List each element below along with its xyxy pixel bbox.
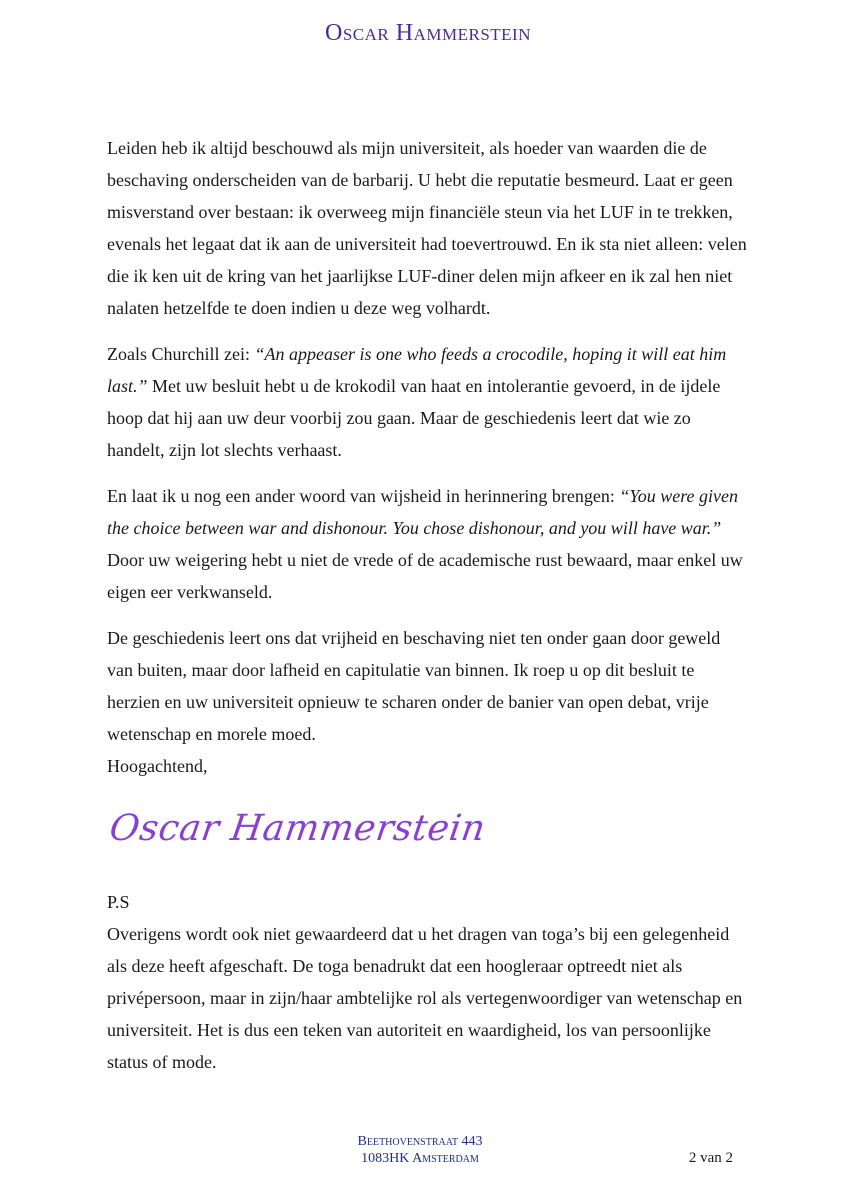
letterhead-title: Oscar Hammerstein xyxy=(325,20,531,46)
paragraph-3-intro: En laat ik u nog een ander woord van wijsheid in herinnering brengen: xyxy=(107,486,620,506)
page-number: 2 van 2 xyxy=(688,1150,733,1166)
churchill-quote-2: “You were given the choice between war and dishonour. You chose dishonour, and you will have war.” xyxy=(107,486,739,538)
address-city: 1083HK Amsterdam xyxy=(361,1151,479,1166)
letter-body xyxy=(107,132,747,764)
churchill-quote-1: “An appeaser is one who feeds a crocodile, hoping it will eat him last.” xyxy=(107,344,727,396)
paragraph-4: De geschiedenis leert ons dat vrijheid en beschaving niet ten onder gaan door geweld van buiten, maar door lafheid en capitulatie van binnen. Ik roep u op dit besluit te herzien en uw universiteit opnieuw te scharen onder de banier van open debat, vrije wetenschap en morele moed. xyxy=(107,628,721,744)
postscript xyxy=(107,886,747,1078)
postscript-label: P.S xyxy=(107,892,130,912)
signature: Oscar Hammerstein xyxy=(107,808,489,849)
paragraph-2-rest: Met uw besluit hebt u de krokodil van haat en intolerantie gevoerd, in de ijdele hoop dat hij aan uw deur voorbij zou gaan. Maar de geschiedenis leert dat wie zo handelt, zijn lot slechts verhaast. xyxy=(107,376,721,460)
paragraph-2 xyxy=(107,338,747,466)
paragraph-3 xyxy=(107,480,747,608)
paragraph-1: Leiden heb ik altijd beschouwd als mijn universiteit, als hoeder van waarden die de beschaving onderscheiden van de barbarij. U hebt die reputatie besmeurd. Laat er geen misverstand over bestaan: ik overweeg mijn financiële steun via het LUF in te trekken, evenals het legaat dat ik aan de universiteit had toevertrouwd. En ik sta niet alleen: velen die ik ken uit de kring van het jaarlijkse LUF-diner delen mijn afkeer en ik zal hen niet nalaten hetzelfde te doen indien u deze weg volhardt. xyxy=(107,138,747,318)
closing-salutation: Hoogachtend, xyxy=(107,756,208,776)
paragraph-2-intro: Zoals Churchill zei: xyxy=(107,344,255,364)
postscript-text: Overigens wordt ook niet gewaardeerd dat u het dragen van toga’s bij een gelegenheid als deze heeft afgeschaft. De toga benadrukt dat een hoogleraar optreedt niet als privépersoon, maar in zijn/haar ambtelijke rol als vertegenwoordiger van wetenschap en universiteit. Het is dus een teken van autoriteit en waardigheid, los van persoonlijke status of mode. xyxy=(107,924,743,1072)
paragraph-3-rest: Door uw weigering hebt u niet de vrede of de academische rust bewaard, maar enkel uw eigen eer verkwanseld. xyxy=(107,550,743,602)
address-street: Beethovenstraat 443 xyxy=(357,1134,483,1149)
